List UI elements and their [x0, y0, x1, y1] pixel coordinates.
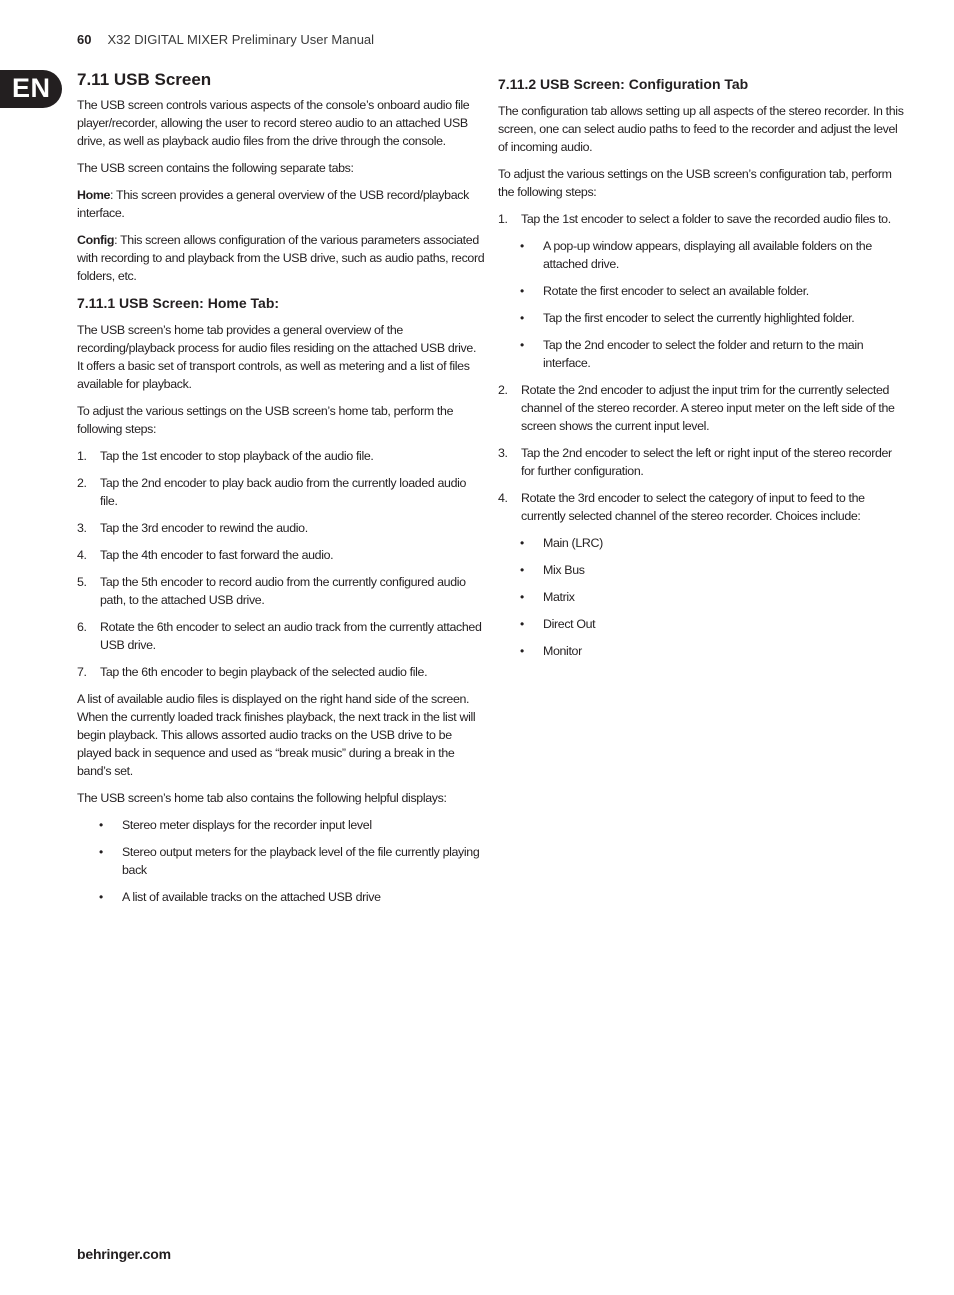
step-number: 7. — [77, 665, 87, 679]
step-text: Rotate the 3rd encoder to select the category of input to feed to the currently selected channel of the stereo recorder. Choices include: — [521, 491, 865, 523]
config-tab-heading: 7.11.2 USB Screen: Configuration Tab — [498, 76, 749, 92]
input-choices-list — [498, 534, 908, 660]
list-item — [77, 618, 485, 654]
list-item — [498, 210, 908, 372]
list-item — [77, 519, 485, 537]
list-item: • Monitor — [498, 642, 908, 660]
step-text: Tap the 2nd encoder to select the left or right input of the stereo recorder for further configuration. — [521, 446, 892, 478]
list-item: • Tap the 2nd encoder to select the folder and return to the main interface. — [498, 336, 908, 372]
list-item: • Main (LRC) — [498, 534, 908, 552]
step-number: 2. — [498, 383, 508, 397]
step-text: Tap the 1st encoder to stop playback of the audio file. — [100, 449, 374, 463]
list-item — [77, 663, 485, 681]
list-item — [77, 474, 485, 510]
displays-intro: The USB screen’s home tab also contains the following helpful displays: — [77, 791, 447, 805]
step-number: 1. — [77, 449, 87, 463]
list-item: • Tap the first encoder to select the currently highlighted folder. — [498, 309, 908, 327]
step-number: 3. — [498, 446, 508, 460]
brand-logo: behringer.com — [77, 1246, 171, 1262]
step-number: 6. — [77, 620, 87, 634]
config-description: : This screen allows configuration of the various parameters associated with recording to and playback from the USB drive, such as audio paths, record folders, etc. — [77, 233, 485, 283]
list-item: • Matrix — [498, 588, 908, 606]
list-item — [498, 489, 908, 660]
section-heading: 7.11 USB Screen — [77, 70, 212, 89]
list-item: • Stereo meter displays for the recorder input level — [77, 816, 485, 834]
home-description: : This screen provides a general overview of the USB record/playback interface. — [77, 188, 469, 220]
language-tab — [0, 70, 62, 108]
right-column — [498, 70, 908, 669]
list-item — [77, 546, 485, 564]
config-steps-intro: To adjust the various settings on the USB screen’s configuration tab, perform the following steps: — [498, 167, 892, 199]
list-item — [77, 447, 485, 465]
manual-title: X32 DIGITAL MIXER Preliminary User Manual — [107, 32, 375, 47]
list-item: • A list of available tracks on the attached USB drive — [77, 888, 485, 906]
config-term: Config — [77, 233, 115, 247]
step-text: Tap the 6th encoder to begin playback of the selected audio file. — [100, 665, 428, 679]
left-column — [77, 70, 485, 915]
language-label: EN — [12, 73, 51, 103]
step-text: Rotate the 2nd encoder to adjust the input trim for the currently selected channel of the stereo recorder. A stereo input meter on the left side of the screen shows the current input level. — [521, 383, 895, 433]
home-steps-list — [77, 447, 485, 681]
step-number: 2. — [77, 476, 87, 490]
tabs-intro: The USB screen contains the following separate tabs: — [77, 161, 354, 175]
intro-paragraph: The USB screen controls various aspects of the console’s onboard audio file player/recorder, allowing the user to record stereo audio to an attached USB drive, as well as playback audio files from the drive through the console. — [77, 98, 470, 148]
step-text: Tap the 5th encoder to record audio from the currently configured audio path, to the attached USB drive. — [100, 575, 466, 607]
list-item: • Mix Bus — [498, 561, 908, 579]
step-number: 1. — [498, 212, 508, 226]
step-text: Tap the 3rd encoder to rewind the audio. — [100, 521, 308, 535]
file-list-paragraph: A list of available audio files is displayed on the right hand side of the screen. When the currently loaded track finishes playback, the next track in the list will begin playback. This allows assorted audio tracks on the USB drive to be played back in sequence and used as “break music” during a break in the band’s set. — [77, 692, 476, 778]
step-text: Rotate the 6th encoder to select an audio track from the currently attached USB drive. — [100, 620, 482, 652]
list-item: • Stereo output meters for the playback level of the file currently playing back — [77, 843, 485, 879]
step-text: Tap the 4th encoder to fast forward the audio. — [100, 548, 334, 562]
list-item: • Direct Out — [498, 615, 908, 633]
list-item — [498, 381, 908, 435]
step-number: 4. — [498, 491, 508, 505]
config-tab-paragraph: The configuration tab allows setting up all aspects of the stereo recorder. In this screen, one can select audio paths to feed to the recorder and adjust the level of incoming audio. — [498, 104, 904, 154]
config-definition — [77, 231, 485, 285]
list-item: • A pop-up window appears, displaying all available folders on the attached drive. — [498, 237, 908, 273]
home-tab-heading: 7.11.1 USB Screen: Home Tab: — [77, 295, 280, 311]
list-item: • Rotate the first encoder to select an available folder. — [498, 282, 908, 300]
home-steps-intro: To adjust the various settings on the USB screen’s home tab, perform the following steps: — [77, 404, 454, 436]
step1-bullets — [498, 237, 908, 372]
home-tab-paragraph: The USB screen’s home tab provides a general overview of the recording/playback process for audio files residing on the attached USB drive. It offers a basic set of transport controls, as well as metering and a list of files available for playback. — [77, 323, 477, 391]
step-number: 4. — [77, 548, 87, 562]
home-term: Home — [77, 188, 111, 202]
config-steps-list — [498, 210, 908, 660]
step-number: 3. — [77, 521, 87, 535]
displays-list — [77, 816, 485, 906]
step-text: Tap the 2nd encoder to play back audio from the currently loaded audio file. — [100, 476, 467, 508]
page-number: 60 — [77, 32, 92, 47]
list-item — [498, 444, 908, 480]
step-number: 5. — [77, 575, 87, 589]
page-header — [77, 32, 374, 47]
home-definition — [77, 186, 485, 222]
list-item — [77, 573, 485, 609]
step-text: Tap the 1st encoder to select a folder to save the recorded audio files to. — [521, 212, 891, 226]
